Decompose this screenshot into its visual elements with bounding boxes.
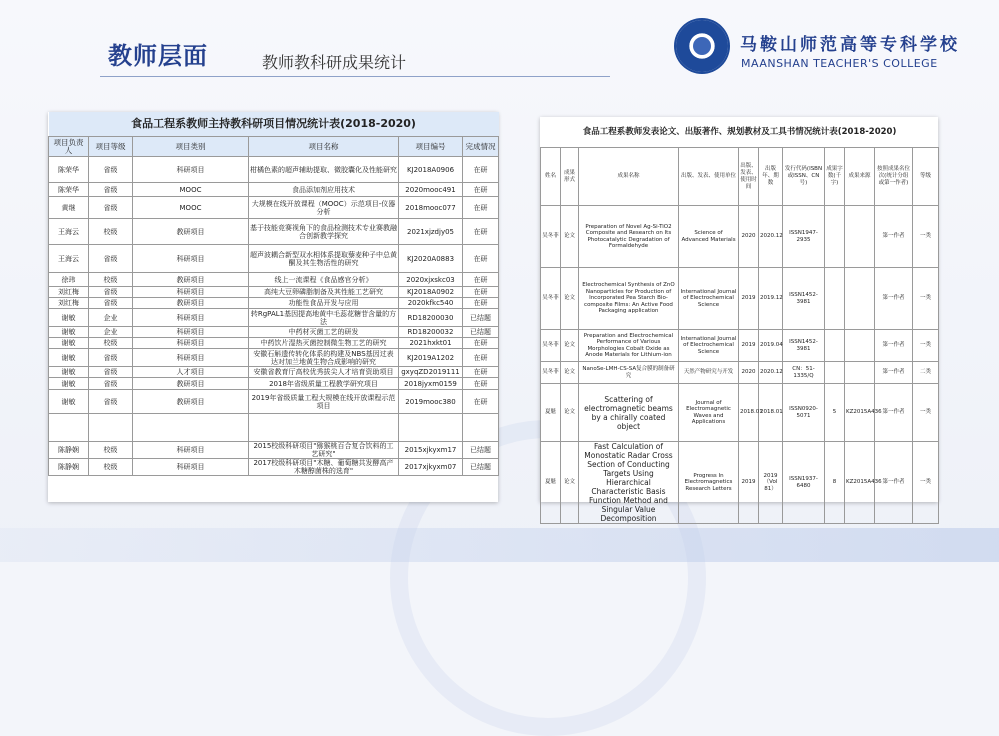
table-row — [49, 245, 499, 273]
table-cell: 第一作者 — [875, 268, 913, 330]
col-header: 成果形式 — [561, 148, 579, 206]
table-row — [541, 268, 939, 330]
table-cell: 徐玮 — [49, 273, 89, 287]
table-cell: 吴冬菲 — [541, 268, 561, 330]
table-cell: 谢敏 — [49, 309, 89, 327]
table-cell: 论文 — [561, 362, 579, 384]
table-cell: 第一作者 — [875, 330, 913, 362]
table-cell: 省级 — [89, 298, 133, 309]
table-cell: 校级 — [89, 219, 133, 245]
table-row — [49, 298, 499, 309]
table-cell: 已结题 — [463, 327, 499, 338]
table-cell — [49, 414, 89, 442]
table-cell: 已结题 — [463, 459, 499, 476]
table-cell: 基于技能竞赛视角下的食品检测技术专业赛教融合创新教学探究 — [249, 219, 399, 245]
table-cell: 2015xjkyxm17 — [399, 442, 463, 459]
table-cell: Preparation and Electrochemical Performance of Various Morphologies Cobalt Oxide as Anode Materials for Lithium-ion — [579, 330, 679, 362]
table-cell: CN：51-1335/Q — [783, 362, 825, 384]
table-cell: 安徽石斛遗传转化体系的构建及NBS基因过表达对加兰地黄生物合成影响的研究 — [249, 349, 399, 367]
table-cell: 一类 — [913, 384, 939, 442]
table-cell: 谢敏 — [49, 338, 89, 349]
table-cell: 在研 — [463, 287, 499, 298]
table-cell: Fast Calculation of Monostatic Radar Cross Section of Conducting Targets Using Hierarchical Characteristic Basis Function Method and Singular Value Decomposition — [579, 442, 679, 524]
table-cell: 第一作者 — [875, 362, 913, 384]
table-cell: KJ2018A0902 — [399, 287, 463, 298]
table-cell: 已结题 — [463, 442, 499, 459]
table-cell: 2019 — [739, 330, 759, 362]
table-cell: 2018.01 — [759, 384, 783, 442]
table-cell: MOOC — [133, 197, 249, 219]
table-cell: 吴冬菲 — [541, 206, 561, 268]
table-cell: 一类 — [913, 330, 939, 362]
table-cell: 王海云 — [49, 219, 89, 245]
col-header: 等级 — [913, 148, 939, 206]
table-cell — [133, 414, 249, 442]
col-header: 姓名 — [541, 148, 561, 206]
table-cell: 2017校级科研项目"木糖、葡萄糖共发酵高产木糖醇菌株的选育" — [249, 459, 399, 476]
table-cell — [825, 362, 845, 384]
table-row — [49, 414, 499, 442]
table-cell: 一类 — [913, 442, 939, 524]
table-cell: 中药材灭菌工艺的研发 — [249, 327, 399, 338]
table-cell: 天然产物研究与开发 — [679, 362, 739, 384]
table-cell: 2020.12 — [759, 362, 783, 384]
table-cell: 陈荣华 — [49, 183, 89, 197]
table-cell — [825, 268, 845, 330]
table-cell: 教研项目 — [133, 390, 249, 414]
table-cell: 二类 — [913, 362, 939, 384]
table-cell: 一类 — [913, 268, 939, 330]
table-cell: 谢敏 — [49, 327, 89, 338]
table-row — [49, 197, 499, 219]
table-cell: Preparation of Novel Ag-Si-TiO2 Composite and Research on Its Photocatalytic Degradation of Formaldehyde — [579, 206, 679, 268]
table-cell: 黄继 — [49, 197, 89, 219]
table-cell: 陈荣华 — [49, 157, 89, 183]
table-cell: 谢敏 — [49, 378, 89, 390]
table-cell: 在研 — [463, 338, 499, 349]
table-cell: Science of Advanced Materials — [679, 206, 739, 268]
table-cell: Electrochemical Synthesis of ZnO Nanoparticles for Production of Incorporated Pea Starch Bio-composite Films: An Active Food Packaging application — [579, 268, 679, 330]
table-cell: 校级 — [89, 442, 133, 459]
table-cell: 食品添加剂应用技术 — [249, 183, 399, 197]
table-cell — [399, 414, 463, 442]
table-cell: 谢敏 — [49, 367, 89, 378]
table-cell: 科研项目 — [133, 287, 249, 298]
table-row — [541, 384, 939, 442]
project-table-panel — [48, 112, 498, 502]
project-table — [48, 112, 499, 476]
school-logo — [676, 20, 728, 72]
table-cell: RD18200030 — [399, 309, 463, 327]
table-cell: 转RgPAL1基因提高地黄中毛蕊花糖苷含量的方法 — [249, 309, 399, 327]
table-cell: 超声波耦合新型双水相体系提取藜麦种子中总黄酮及其生物活性的研究 — [249, 245, 399, 273]
table-row — [541, 362, 939, 384]
table-cell: 2020.12 — [759, 206, 783, 268]
table-cell — [249, 414, 399, 442]
col-header: 按照成果名位次(统计分组或第一作者) — [875, 148, 913, 206]
table-cell: 2019mooc380 — [399, 390, 463, 414]
table-cell: 校级 — [89, 273, 133, 287]
table-cell: 已结题 — [463, 309, 499, 327]
table-cell: 2018.01 — [739, 384, 759, 442]
table-cell: 科研项目 — [133, 459, 249, 476]
table-cell: 陈静娴 — [49, 442, 89, 459]
table-row — [49, 327, 499, 338]
col-header: 出版、发表、使用时间 — [739, 148, 759, 206]
table-cell: 大规模在线开放课程（MOOC）示范项目-仪器分析 — [249, 197, 399, 219]
table-cell: 省级 — [89, 157, 133, 183]
table-cell: 2020 — [739, 206, 759, 268]
table-cell: 安徽省教育厅高校优秀拔尖人才培育资助项目 — [249, 367, 399, 378]
table-row — [49, 287, 499, 298]
table-cell: International Journal of Electrochemical Science — [679, 330, 739, 362]
table-cell: 省级 — [89, 367, 133, 378]
table-cell: 陈静娴 — [49, 459, 89, 476]
table-cell: 5 — [825, 384, 845, 442]
table-cell: 在研 — [463, 378, 499, 390]
table-cell: 刘红梅 — [49, 298, 89, 309]
table-cell: 教研项目 — [133, 298, 249, 309]
table-cell: gxyqZD2019111 — [399, 367, 463, 378]
publication-table — [540, 117, 939, 524]
table-cell — [845, 206, 875, 268]
table-cell: Journal of Electromagnetic Waves and Applications — [679, 384, 739, 442]
table-cell: 2021hxkt01 — [399, 338, 463, 349]
table-cell: 2018年省级质量工程教学研究项目 — [249, 378, 399, 390]
table-cell: 在研 — [463, 367, 499, 378]
col-header: 完成情况 — [463, 137, 499, 157]
table-cell: 吴冬菲 — [541, 330, 561, 362]
table-cell: 省级 — [89, 183, 133, 197]
publication-table-panel — [540, 117, 938, 523]
col-header: 项目类别 — [133, 137, 249, 157]
table-cell: 刘红梅 — [49, 287, 89, 298]
table-cell: 一类 — [913, 206, 939, 268]
table-cell: 2019.12 — [759, 268, 783, 330]
slide-subtitle: 教师教科研成果统计 — [262, 53, 407, 72]
table-cell: 论文 — [561, 330, 579, 362]
table-cell: 教研项目 — [133, 219, 249, 245]
table-cell: 教研项目 — [133, 378, 249, 390]
table-cell: 2019（Vol 81） — [759, 442, 783, 524]
table-cell: 校级 — [89, 459, 133, 476]
table-cell: 科研项目 — [133, 442, 249, 459]
table-cell: 2020 — [739, 362, 759, 384]
table-cell: ISSN1452-3981 — [783, 330, 825, 362]
table-cell: 论文 — [561, 442, 579, 524]
table-row — [49, 338, 499, 349]
col-header: 项目名称 — [249, 137, 399, 157]
table-cell: 省级 — [89, 390, 133, 414]
col-header: 成果名称 — [579, 148, 679, 206]
table-row — [49, 157, 499, 183]
bottom-band — [0, 528, 999, 562]
table-row — [49, 183, 499, 197]
table-cell: International Journal of Electrochemical Science — [679, 268, 739, 330]
table-cell: ISSN0920-5071 — [783, 384, 825, 442]
table-cell: 2018mooc077 — [399, 197, 463, 219]
school-name-en: MAANSHAN TEACHER'S COLLEGE — [741, 57, 938, 70]
table-cell: 在研 — [463, 298, 499, 309]
table-cell: 在研 — [463, 197, 499, 219]
table-row — [49, 390, 499, 414]
table-cell: 柑橘色素的超声辅助提取、微胶囊化及性能研究 — [249, 157, 399, 183]
table-cell: 科研项目 — [133, 349, 249, 367]
table-cell: 科研项目 — [133, 309, 249, 327]
table-cell — [825, 330, 845, 362]
table-cell: 第一作者 — [875, 206, 913, 268]
table-cell: 在研 — [463, 349, 499, 367]
table-cell: 企业 — [89, 327, 133, 338]
table-cell: KJ2020A0883 — [399, 245, 463, 273]
table-cell: 2017xjkyxm07 — [399, 459, 463, 476]
col-header: 成果来源 — [845, 148, 875, 206]
table-cell — [845, 362, 875, 384]
table-cell: 科研项目 — [133, 245, 249, 273]
table-cell: Progress In Electromagnetics Research Letters — [679, 442, 739, 524]
table-cell: 中药饮片湿热灭菌控制微生物工艺的研究 — [249, 338, 399, 349]
col-header: 出版年、期数 — [759, 148, 783, 206]
table-row — [49, 219, 499, 245]
table-row — [49, 367, 499, 378]
table-cell: 在研 — [463, 390, 499, 414]
header-divider — [100, 76, 610, 77]
col-header: 发行代码(ISBN或ISSN、CN号) — [783, 148, 825, 206]
table-cell: 在研 — [463, 219, 499, 245]
publication-table-caption: 食品工程系教师发表论文、出版著作、规划教材及工具书情况统计表(2018-2020) — [541, 117, 939, 148]
table-cell: 在研 — [463, 157, 499, 183]
table-cell: 2019 — [739, 268, 759, 330]
table-cell: ISSN1452-3981 — [783, 268, 825, 330]
table-cell: 线上一流课程《食品感官分析》 — [249, 273, 399, 287]
table-cell — [89, 414, 133, 442]
table-row — [49, 378, 499, 390]
table-row — [541, 442, 939, 524]
table-row — [49, 309, 499, 327]
table-cell: 夏魁 — [541, 384, 561, 442]
table-cell: 夏魁 — [541, 442, 561, 524]
col-header: 项目负责人 — [49, 137, 89, 157]
table-cell: 2020xjxskc03 — [399, 273, 463, 287]
table-cell: 科研项目 — [133, 157, 249, 183]
project-table-caption: 食品工程系教师主持教科研项目情况统计表(2018-2020) — [49, 112, 499, 137]
table-cell: 省级 — [89, 197, 133, 219]
table-cell: 2018jyxm0159 — [399, 378, 463, 390]
table-cell: 2015校级科研项目"猕猴桃百合复合饮料的工艺研究" — [249, 442, 399, 459]
table-row — [541, 206, 939, 268]
table-cell: 谢敏 — [49, 390, 89, 414]
table-cell: 省级 — [89, 245, 133, 273]
col-header: 项目等级 — [89, 137, 133, 157]
table-cell: 在研 — [463, 273, 499, 287]
table-cell — [845, 268, 875, 330]
table-cell: 2019 — [739, 442, 759, 524]
table-row — [49, 459, 499, 476]
table-cell: 2020kfkc540 — [399, 298, 463, 309]
table-cell: 省级 — [89, 378, 133, 390]
table-cell — [463, 414, 499, 442]
table-cell: 2021xjzdjy05 — [399, 219, 463, 245]
col-header: 成果字数(千字) — [825, 148, 845, 206]
col-header: 出版、发表、使用单位 — [679, 148, 739, 206]
table-cell: KJ2019A1202 — [399, 349, 463, 367]
table-cell: NanoSe-LMH-CS-SA复合膜的制备研究 — [579, 362, 679, 384]
table-cell: 省级 — [89, 287, 133, 298]
table-cell: 2020mooc491 — [399, 183, 463, 197]
table-cell: ISSN1947-2935 — [783, 206, 825, 268]
table-cell: 吴冬菲 — [541, 362, 561, 384]
slide-title: 教师层面 — [108, 42, 208, 70]
table-cell: 在研 — [463, 183, 499, 197]
table-cell: 谢敏 — [49, 349, 89, 367]
table-cell: 2019年省级质量工程大规模在线开放课程示范项目 — [249, 390, 399, 414]
table-cell: 2019.04 — [759, 330, 783, 362]
table-row — [49, 349, 499, 367]
table-cell: 在研 — [463, 245, 499, 273]
table-cell: RD18200032 — [399, 327, 463, 338]
table-cell: 论文 — [561, 268, 579, 330]
table-cell: KZ2015A436 — [845, 384, 875, 442]
table-cell: ISSN1937-6480 — [783, 442, 825, 524]
table-cell: 科研项目 — [133, 327, 249, 338]
table-cell: KJ2018A0906 — [399, 157, 463, 183]
table-cell — [845, 330, 875, 362]
table-cell: 教研项目 — [133, 273, 249, 287]
school-name-cn: 马鞍山师范高等专科学校 — [740, 35, 960, 55]
table-cell: 高纯大豆卵磷脂制备及其性能工艺研究 — [249, 287, 399, 298]
table-cell: 第一作者 — [875, 442, 913, 524]
table-cell: 王海云 — [49, 245, 89, 273]
table-cell: 省级 — [89, 349, 133, 367]
table-cell: 论文 — [561, 206, 579, 268]
table-row — [49, 273, 499, 287]
table-row — [541, 330, 939, 362]
table-row — [49, 442, 499, 459]
table-cell — [825, 206, 845, 268]
table-cell: 8 — [825, 442, 845, 524]
table-cell: MOOC — [133, 183, 249, 197]
col-header: 项目编号 — [399, 137, 463, 157]
table-cell: 校级 — [89, 338, 133, 349]
table-cell: 功能性食品开发与应用 — [249, 298, 399, 309]
table-cell: 人才项目 — [133, 367, 249, 378]
table-cell: 科研项目 — [133, 338, 249, 349]
table-cell: Scattering of electromagnetic beams by a chirally coated object — [579, 384, 679, 442]
table-cell: 第一作者 — [875, 384, 913, 442]
table-cell: 论文 — [561, 384, 579, 442]
table-cell: KZ2015A436 — [845, 442, 875, 524]
table-cell: 企业 — [89, 309, 133, 327]
